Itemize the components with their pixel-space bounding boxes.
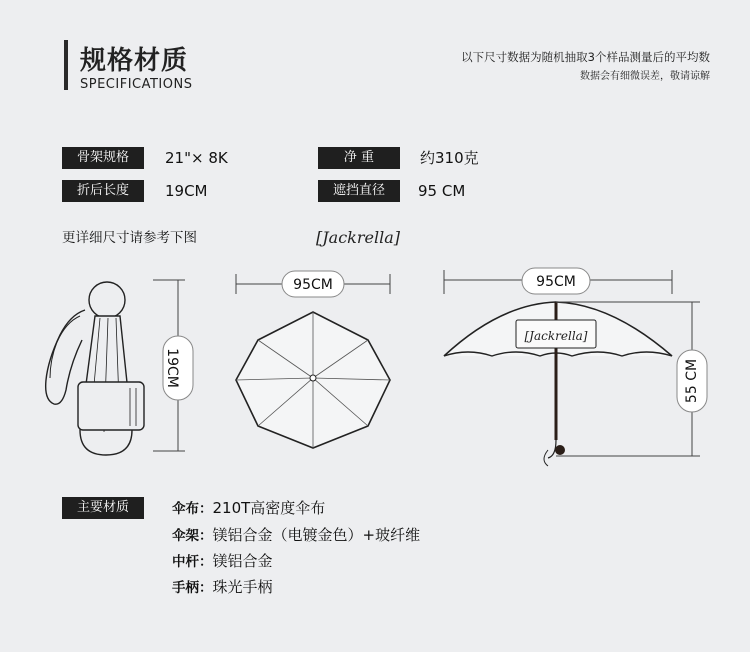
title-accent-bar	[64, 40, 68, 90]
material-key: 中杆：	[172, 554, 213, 570]
top-diameter-label: 95CM	[293, 277, 333, 293]
brand-logo: [Jackrella]	[316, 228, 400, 247]
materials-tag: 主要材质	[62, 497, 144, 519]
material-row-handle	[172, 576, 273, 599]
material-value: 210T高密度伞布	[212, 499, 326, 517]
side-view-umbrella	[444, 302, 672, 466]
material-value: 镁铝合金	[212, 552, 273, 570]
spec-label-diameter: 遮挡直径	[318, 180, 400, 202]
material-key: 伞架：	[172, 528, 213, 544]
spec-value-diameter: 95 CM	[418, 182, 466, 200]
measurement-note: 以下尺寸数据为随机抽取3个样品测量后的平均数	[461, 50, 710, 64]
side-height-label: 55 CM	[684, 358, 700, 404]
spec-value-weight: 约310克	[420, 149, 479, 167]
umbrella-diagrams	[0, 260, 750, 480]
top-view-canopy	[236, 312, 390, 448]
detail-note: 更详细尺寸请参考下图	[62, 230, 197, 246]
folded-umbrella-illustration	[46, 282, 144, 455]
material-row-shaft	[172, 550, 273, 573]
page-subtitle: SPECIFICATIONS	[80, 77, 193, 92]
spec-label-folded-length: 折后长度	[62, 180, 144, 202]
spec-label-weight: 净 重	[318, 147, 400, 169]
material-row-canopy	[172, 497, 325, 520]
folded-length-label: 19CM	[164, 348, 180, 388]
material-value: 镁铝合金（电镀金色）+玻纤维	[212, 526, 421, 544]
spec-value-frame: 21"× 8K	[165, 149, 228, 167]
canopy-brand-label: [Jackrella]	[524, 329, 588, 343]
material-key: 伞布：	[172, 501, 213, 517]
material-key: 手柄：	[172, 580, 213, 596]
spec-value-folded-length: 19CM	[165, 182, 208, 200]
error-note: 数据会有细微误差，敬请谅解	[580, 71, 710, 82]
material-row-frame	[172, 524, 420, 547]
side-diameter-label: 95CM	[536, 274, 576, 290]
page-title: 规格材质	[80, 46, 189, 76]
material-value: 珠光手柄	[212, 578, 273, 596]
spec-label-frame: 骨架规格	[62, 147, 144, 169]
